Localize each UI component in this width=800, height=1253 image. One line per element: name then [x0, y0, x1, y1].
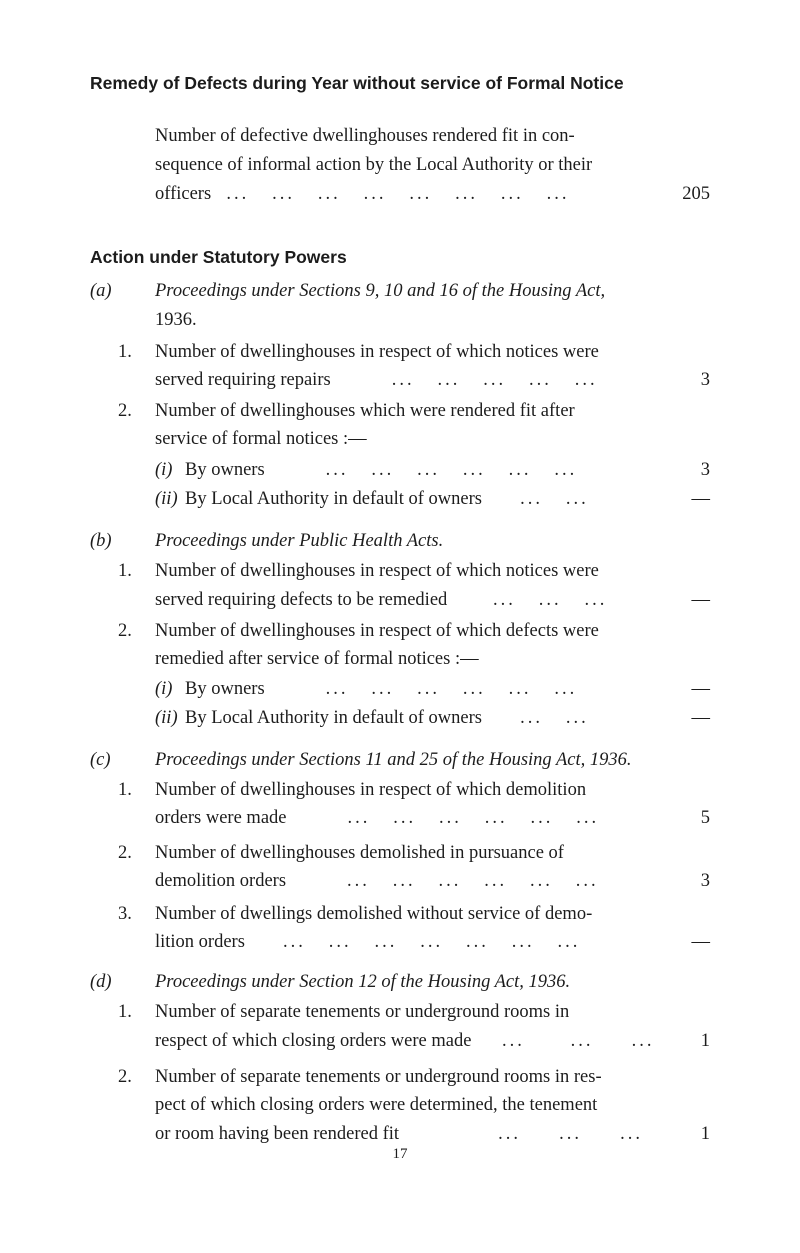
b-sub-i-label: (i): [155, 679, 173, 699]
d-item2-line3: or room having been rendered fit ... ... ...: [155, 1124, 644, 1144]
a-sub-ii-label: (ii): [155, 489, 178, 509]
d-item1-value: 1: [700, 1031, 710, 1051]
b-item2-line1: Number of dwellinghouses in respect of which defects were: [155, 621, 599, 641]
b-sub-ii-value: —: [691, 708, 710, 728]
c-title: Proceedings under Sections 11 and 25 of the Housing Act, 1936.: [155, 750, 632, 770]
informal-line-2: sequence of informal action by the Local Authority or their: [155, 155, 593, 175]
d-item2-line3-text: or room having been rendered fit: [155, 1124, 400, 1144]
c-item1-num: 1.: [118, 780, 132, 800]
b-sub-ii-text: By Local Authority in default of owners: [185, 708, 482, 728]
a-sub-i-value: 3: [700, 460, 710, 480]
page-number: 17: [392, 1146, 408, 1162]
b-label: (b): [90, 531, 112, 551]
a-sub-i: By owners ... ... ... ... ... ...: [185, 460, 578, 480]
b-sub-i: By owners ... ... ... ... ... ...: [185, 679, 578, 699]
c-item2-line2-text: demolition orders: [155, 871, 287, 891]
a-sub-ii-value: —: [691, 489, 710, 509]
a-item1-line1: Number of dwellinghouses in respect of which notices were: [155, 342, 599, 362]
informal-value: 205: [682, 184, 710, 204]
c-item3-line2-text: lition orders: [155, 932, 245, 952]
c-item3-value: —: [691, 932, 710, 952]
c-item3-line1: Number of dwellings demolished without service of demo-: [155, 904, 593, 924]
c-item2-line2: demolition orders ... ... ... ... ... ...: [155, 871, 599, 891]
a-item2-num: 2.: [118, 401, 132, 421]
a-item1-line2: served requiring repairs ... ... ... ... ...: [155, 370, 598, 390]
b-item2-num: 2.: [118, 621, 132, 641]
b-item2-line2: remedied after service of formal notices :—: [155, 649, 479, 669]
c-label: (c): [90, 750, 111, 770]
c-item3-num: 3.: [118, 904, 132, 924]
informal-line-1: Number of defective dwellinghouses rendered fit in con-: [155, 126, 575, 146]
c-item1-line2: orders were made ... ... ... ... ... ...: [155, 808, 600, 828]
a-label: (a): [90, 281, 112, 301]
a-title-cont: 1936.: [155, 310, 197, 330]
a-title: Proceedings under Sections 9, 10 and 16 of the Housing Act,: [155, 281, 606, 301]
c-item1-value: 5: [700, 808, 710, 828]
c-item1-line1: Number of dwellinghouses in respect of which demolition: [155, 780, 587, 800]
b-item1-line2-text: served requiring defects to be remedied: [155, 590, 448, 610]
b-sub-ii-label: (ii): [155, 708, 178, 728]
c-item1-line2-text: orders were made: [155, 808, 287, 828]
c-item3-line2: lition orders ... ... ... ... ... ... ...: [155, 932, 581, 952]
a-sub-ii: By Local Authority in default of owners ... ...: [185, 489, 589, 509]
d-item2-num: 2.: [118, 1067, 132, 1087]
b-item1-num: 1.: [118, 561, 132, 581]
d-item2-value: 1: [700, 1124, 710, 1144]
informal-line-3: officers ... ... ... ... ... ... ... ...: [155, 184, 570, 204]
a-item1-num: 1.: [118, 342, 132, 362]
c-item2-num: 2.: [118, 843, 132, 863]
b-item1-value: —: [691, 590, 710, 610]
a-item1-value: 3: [700, 370, 710, 390]
b-item1-line1: Number of dwellinghouses in respect of which notices were: [155, 561, 599, 581]
a-item1-line2-text: served requiring repairs: [155, 370, 331, 390]
a-item2-line2: service of formal notices :—: [155, 429, 367, 449]
d-label: (d): [90, 972, 112, 992]
d-item2-line2: pect of which closing orders were determined, the tenement: [155, 1095, 598, 1115]
c-item2-line1: Number of dwellinghouses demolished in pursuance of: [155, 843, 564, 863]
b-sub-i-text: By owners: [185, 679, 265, 699]
b-title: Proceedings under Public Health Acts.: [155, 531, 444, 551]
d-item1-line2: respect of which closing orders were made ... ... ...: [155, 1031, 655, 1051]
c-item2-value: 3: [700, 871, 710, 891]
b-sub-ii: By Local Authority in default of owners ... ...: [185, 708, 589, 728]
d-title: Proceedings under Section 12 of the Housing Act, 1936.: [155, 972, 571, 992]
section-heading-informal: Remedy of Defects during Year without service of Formal Notice: [90, 73, 624, 93]
a-sub-ii-text: By Local Authority in default of owners: [185, 489, 482, 509]
d-item1-line1: Number of separate tenements or underground rooms in: [155, 1002, 570, 1022]
d-item2-line1: Number of separate tenements or underground rooms in res-: [155, 1067, 602, 1087]
informal-line-3-text: officers: [155, 184, 212, 204]
b-sub-i-value: —: [691, 679, 710, 699]
d-item1-num: 1.: [118, 1002, 132, 1022]
section-heading-statutory: Action under Statutory Powers: [90, 247, 347, 267]
a-sub-i-text: By owners: [185, 460, 265, 480]
b-item1-line2: served requiring defects to be remedied ... ... ...: [155, 590, 608, 610]
d-item1-line2-text: respect of which closing orders were made: [155, 1031, 472, 1051]
a-item2-line1: Number of dwellinghouses which were rendered fit after: [155, 401, 575, 421]
a-sub-i-label: (i): [155, 460, 173, 480]
